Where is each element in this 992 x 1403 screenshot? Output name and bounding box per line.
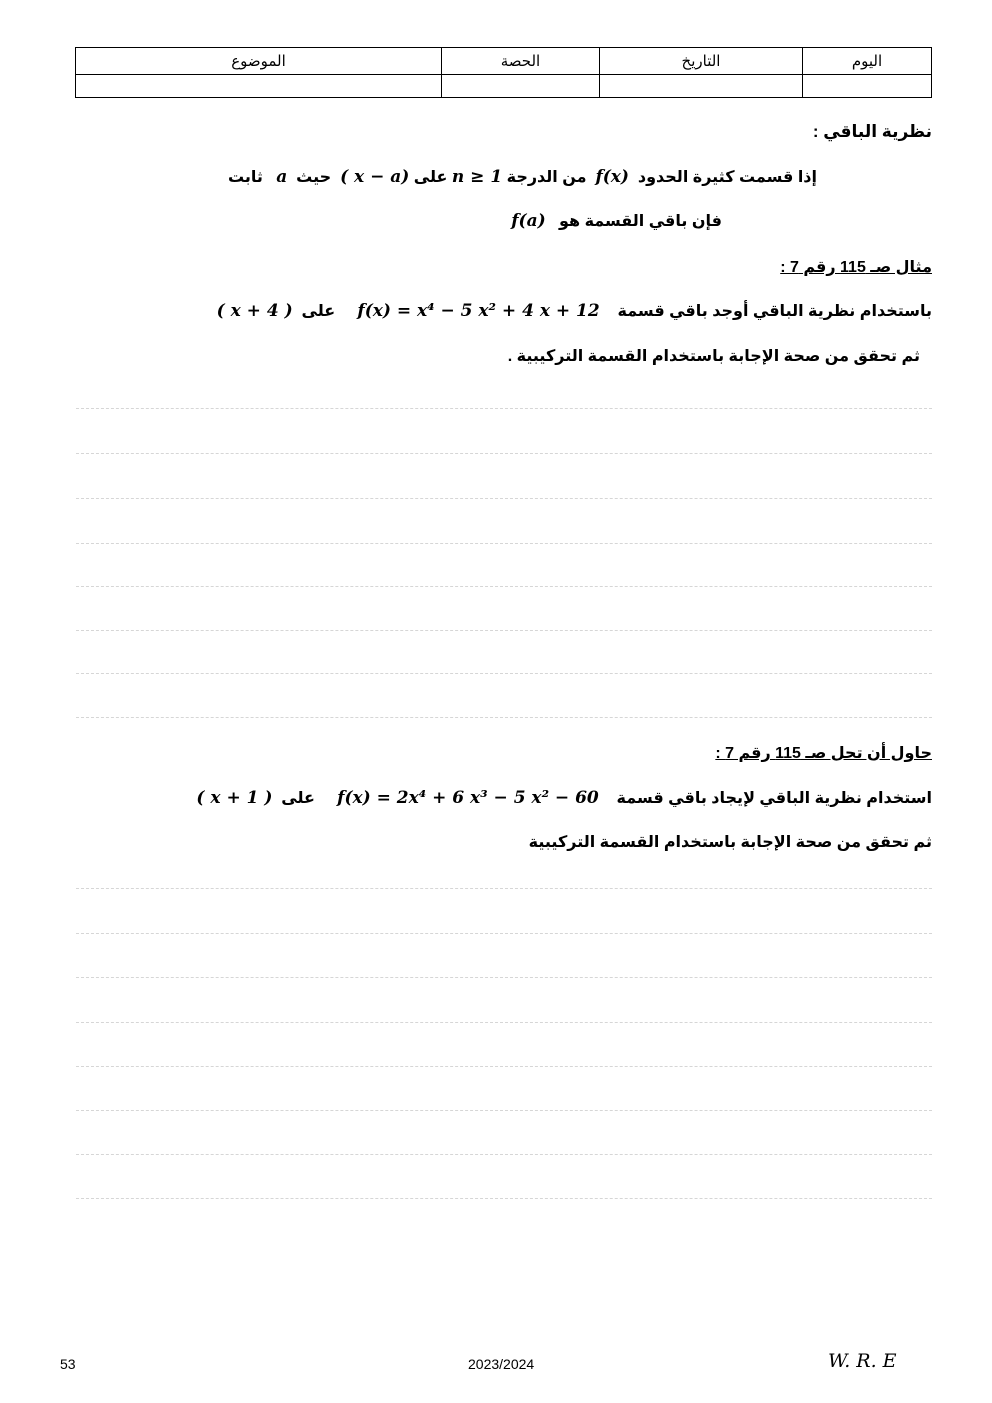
exercise-text-2: على (281, 790, 315, 807)
header-period: الحصة (442, 48, 600, 75)
answer-line (76, 408, 932, 409)
theorem-text-2: من الدرجة (506, 169, 587, 186)
theorem-a: a (276, 167, 288, 187)
exercise-heading: حاول أن تحل صـ 115 رقم 7 : (715, 745, 932, 762)
theorem-degree: n ≥ 1 (451, 167, 503, 187)
exercise-line-2: ثم تحقق من صحة الإجابة باستخدام القسمة التركيبية (528, 834, 932, 851)
example-line-2: ثم تحقق من صحة الإجابة باستخدام القسمة التركيبية . (507, 348, 920, 365)
answer-line (76, 453, 932, 454)
answer-line (76, 977, 932, 978)
answer-line (76, 630, 932, 631)
example-text-2: على (301, 303, 336, 320)
answer-line (76, 1022, 932, 1023)
answer-line (76, 673, 932, 674)
theorem-line-1 (228, 167, 817, 187)
theorem-line-2 (511, 211, 722, 231)
header-day-value (803, 75, 932, 98)
theorem-fx: f(x) (595, 167, 629, 187)
signature: W. R. E (828, 1350, 897, 1372)
header-table (75, 47, 932, 98)
theorem-title: نظرية الباقي : (812, 122, 932, 141)
example-function: f(x) = x⁴ − 5 x² + 4 x + 12 (357, 301, 600, 321)
answer-line (76, 498, 932, 499)
theorem-text-4: حيث (296, 169, 332, 186)
answer-line (76, 933, 932, 934)
header-date-value (600, 75, 803, 98)
header-day: اليوم (803, 48, 932, 75)
exercise-text-1: استخدام نظرية الباقي لإيجاد باقي قسمة (616, 790, 932, 807)
exercise-line-1 (196, 788, 932, 808)
answer-line (76, 586, 932, 587)
answer-line (76, 1198, 932, 1199)
exercise-divisor: ( x + 1 ) (196, 788, 273, 808)
example-divisor: ( x + 4 ) (216, 301, 293, 321)
theorem-text-3: على (413, 169, 448, 186)
example-heading: مثال صـ 115 رقم 7 : (780, 259, 932, 276)
example-text-1: باستخدام نظرية الباقي أوجد باقي قسمة (617, 303, 932, 320)
header-period-value (442, 75, 600, 98)
answer-line (76, 1066, 932, 1067)
page-number: 53 (60, 1356, 76, 1372)
exercise-function: f(x) = 2x⁴ + 6 x³ − 5 x² − 60 (337, 788, 599, 808)
header-subject: الموضوع (76, 48, 442, 75)
answer-line (76, 1154, 932, 1155)
theorem-fa: f(a) (511, 211, 546, 231)
answer-line (76, 888, 932, 889)
header-date: التاريخ (600, 48, 803, 75)
header-subject-value (76, 75, 442, 98)
theorem-conclusion: فإن باقي القسمة هو (559, 213, 722, 230)
theorem-text-5: ثابت (227, 169, 263, 186)
theorem-text-1: إذا قسمت كثيرة الحدود (637, 169, 817, 186)
answer-line (76, 717, 932, 718)
example-line-1 (217, 301, 932, 321)
answer-line (76, 1110, 932, 1111)
theorem-divisor: ( x − a) (340, 167, 410, 187)
school-year: 2023/2024 (468, 1356, 535, 1372)
answer-line (76, 543, 932, 544)
